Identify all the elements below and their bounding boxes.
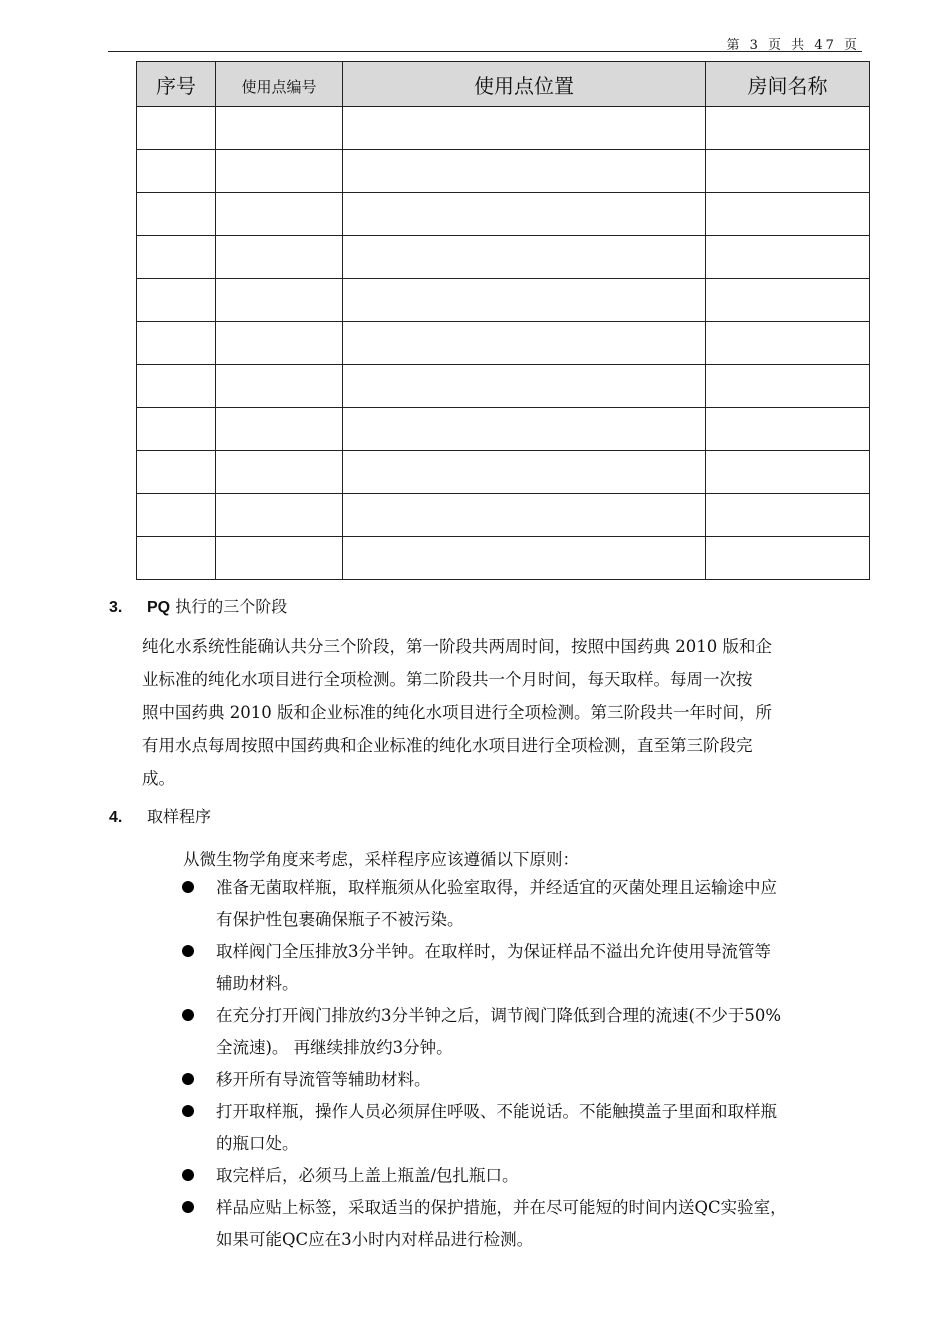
table-cell [343, 193, 706, 236]
table-cell [706, 408, 870, 451]
table-cell [343, 408, 706, 451]
list-item-text: 的瓶口处。 [216, 1134, 299, 1153]
table-cell [706, 322, 870, 365]
table-cell [216, 236, 343, 279]
table-row [137, 537, 870, 580]
section-number: 3. [109, 599, 123, 616]
table-cell [343, 236, 706, 279]
table-cell [216, 451, 343, 494]
list-item [178, 1064, 863, 1096]
list-item [178, 1192, 863, 1256]
table-row [137, 279, 870, 322]
table-cell [343, 365, 706, 408]
table-cell [216, 107, 343, 150]
table-cell [137, 193, 216, 236]
col-header-point-location: 使用点位置 [343, 62, 706, 107]
table-cell [137, 408, 216, 451]
bullet-icon [182, 1169, 194, 1181]
table-row [137, 365, 870, 408]
list-item-text: 样品应贴上标签，采取适当的保护措施，并在尽可能短的时间内送QC实验室， [216, 1198, 787, 1217]
table-cell [706, 107, 870, 150]
table-row [137, 408, 870, 451]
table-cell [706, 451, 870, 494]
use-point-table [136, 61, 870, 580]
list-item-text: 在充分打开阀门排放约3分半钟之后，调节阀门降低到合理的流速(不少于50% [216, 1006, 782, 1025]
section-title: 取样程序 [147, 807, 212, 826]
table-header-row [137, 62, 870, 107]
paragraph-line: 照中国药典 2010 版和企业标准的纯化水项目进行全项检测。第三阶段共一年时间，所 [142, 703, 772, 722]
list-item [178, 1160, 863, 1192]
list-item-text: 有保护性包裹确保瓶子不被污染。 [216, 910, 464, 929]
table-cell [137, 107, 216, 150]
paragraph-line: 有用水点每周按照中国药典和企业标准的纯化水项目进行全项检测，直至第三阶段完 [142, 736, 753, 755]
table-row [137, 451, 870, 494]
table-cell [137, 322, 216, 365]
list-item-text: 取完样后，必须马上盖上瓶盖/包扎瓶口。 [216, 1166, 519, 1185]
table-row [137, 193, 870, 236]
bullet-icon [182, 881, 194, 893]
table-cell [137, 279, 216, 322]
bullet-icon [182, 1073, 194, 1085]
paragraph-line: 业标准的纯化水项目进行全项检测。第二阶段共一个月时间，每天取样。每周一次按 [142, 670, 753, 689]
table-cell [706, 494, 870, 537]
col-header-room-name: 房间名称 [706, 62, 870, 107]
table-cell [216, 365, 343, 408]
list-item-text: 移开所有导流管等辅助材料。 [216, 1070, 431, 1089]
section-4-intro: 从微生物学角度来考虑，采样程序应该遵循以下原则： [183, 850, 579, 869]
table-cell [343, 494, 706, 537]
list-item-text: 全流速)。 再继续排放约3分钟。 [216, 1038, 453, 1057]
section-3-paragraph [142, 630, 862, 795]
sampling-principles-list [178, 872, 863, 1256]
table-cell [137, 365, 216, 408]
bullet-icon [182, 1201, 194, 1213]
table-cell [706, 365, 870, 408]
table-cell [343, 107, 706, 150]
table-cell [343, 322, 706, 365]
list-item-text: 打开取样瓶，操作人员必须屏住呼吸、不能说话。不能触摸盖子里面和取样瓶 [216, 1102, 777, 1121]
table-row [137, 494, 870, 537]
table-cell [343, 150, 706, 193]
bullet-icon [182, 1105, 194, 1117]
section-number: 4. [109, 809, 123, 826]
table-cell [706, 150, 870, 193]
list-item [178, 936, 863, 1000]
list-item [178, 1000, 863, 1064]
table-cell [706, 236, 870, 279]
table-cell [137, 150, 216, 193]
table-cell [137, 494, 216, 537]
table-row [137, 322, 870, 365]
list-item [178, 1096, 863, 1160]
table-cell [216, 494, 343, 537]
section-3-heading [109, 594, 287, 617]
table-cell [137, 537, 216, 580]
table-cell [706, 279, 870, 322]
table-cell [137, 236, 216, 279]
table-cell [343, 451, 706, 494]
table-cell [706, 537, 870, 580]
table-row [137, 236, 870, 279]
section-title: 执行的三个阶段 [170, 597, 288, 616]
table-cell [216, 279, 343, 322]
list-item-text: 取样阀门全压排放3分半钟。在取样时，为保证样品不溢出允许使用导流管等 [216, 942, 771, 961]
table-cell [216, 150, 343, 193]
col-header-point-id: 使用点编号 [216, 62, 343, 107]
table-cell [216, 193, 343, 236]
table-cell [343, 279, 706, 322]
bullet-icon [182, 1009, 194, 1021]
table-row [137, 150, 870, 193]
table-cell [216, 408, 343, 451]
table-cell [216, 537, 343, 580]
paragraph-line: 纯化水系统性能确认共分三个阶段，第一阶段共两周时间，按照中国药典 2010 版和企 [142, 637, 772, 656]
bullet-icon [182, 945, 194, 957]
table-cell [137, 451, 216, 494]
section-4-heading [109, 804, 211, 827]
table-cell [706, 193, 870, 236]
page-header [108, 34, 862, 52]
list-item-text: 辅助材料。 [216, 974, 299, 993]
col-header-index: 序号 [137, 62, 216, 107]
list-item-text: 如果可能QC应在3小时内对样品进行检测。 [216, 1230, 534, 1249]
list-item [178, 872, 863, 936]
list-item-text: 准备无菌取样瓶，取样瓶须从化验室取得，并经适宜的灭菌处理且运输途中应 [216, 878, 777, 897]
page-number: 第 3 页 共 47 页 [726, 38, 860, 53]
table-row [137, 107, 870, 150]
paragraph-line: 成。 [142, 769, 175, 788]
table-cell [343, 537, 706, 580]
table-cell [216, 322, 343, 365]
section-title-prefix: PQ [147, 599, 171, 616]
